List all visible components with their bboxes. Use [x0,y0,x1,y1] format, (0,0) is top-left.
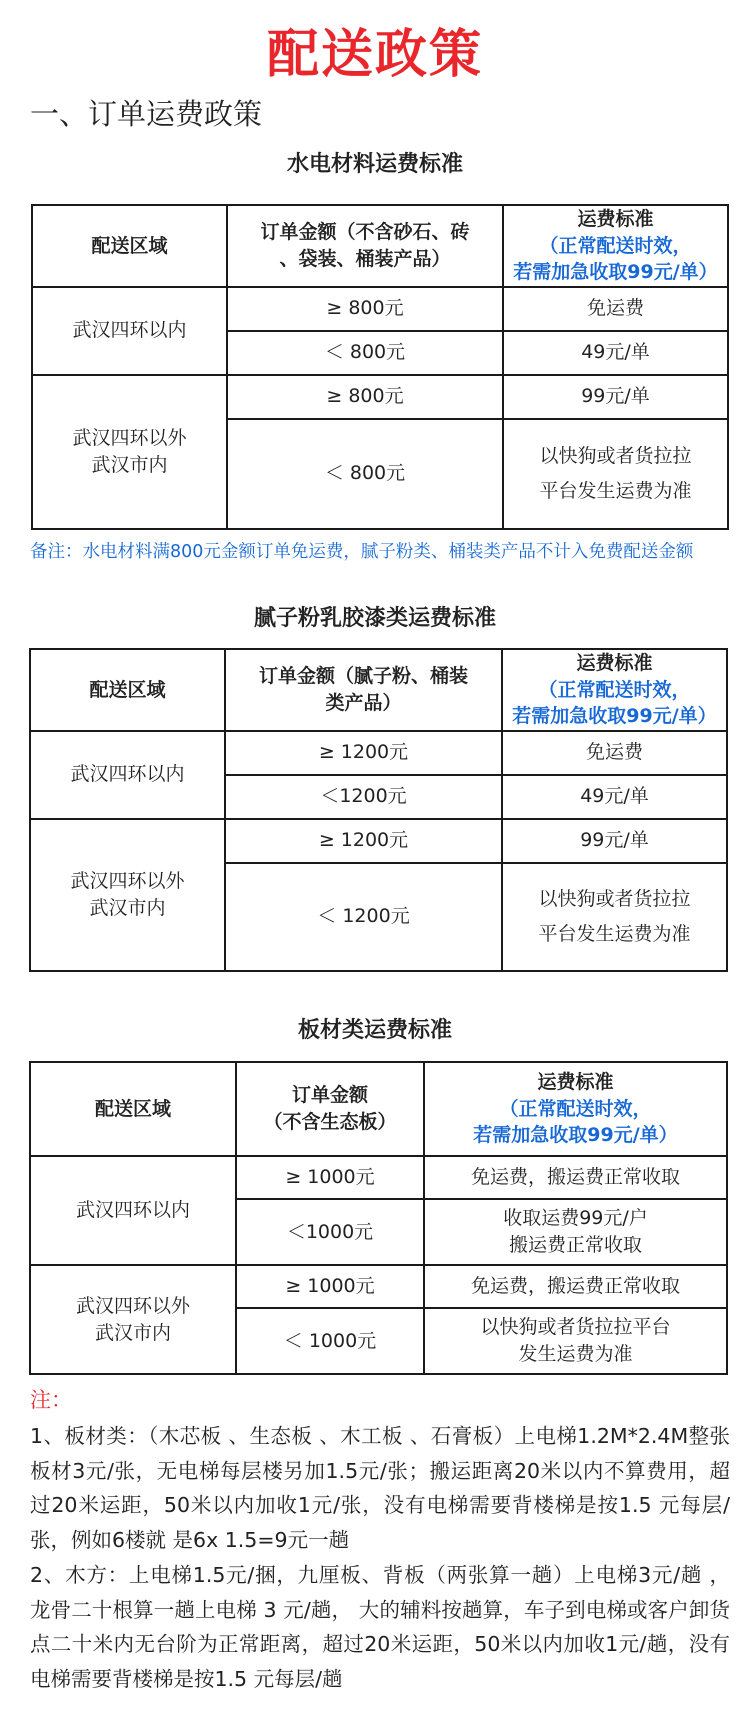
table-row [30,731,727,775]
header-fee: 运费标准 （正常配送时效， 若需加急收取99元/单） [424,1062,727,1156]
fee-cell: 收取运费99元/户 搬运费正常收取 [424,1199,727,1265]
notes-heading: 注： [30,1388,72,1412]
amount-cell: ＜1000元 [236,1199,424,1265]
header-amount: 订单金额 （不含生态板） [236,1062,424,1156]
amount-cell: ≥ 1000元 [236,1265,424,1308]
area-cell: 武汉四环以外 武汉市内 [30,1265,236,1374]
table-row [32,287,728,331]
fee-cell: 以快狗或者货拉拉 平台发生运费为准 [503,419,728,529]
amount-cell: ＜ 1200元 [225,863,502,971]
fee-table-putty-paint [29,648,728,972]
header-area: 配送区域 [32,205,227,287]
note-paragraph-1: 1、板材类：（木芯板 、生态板 、木工板 、石膏板）上电梯1.2M*2.4M整张板材3元/张，无电梯每层楼另加1.5元/张；搬运距离20米以内不算费用，超过20米运距，50米以内加收1元/张，没有电梯需要背楼梯是按1.5 元每层/张，例如6楼就 是6x 1.5=9元一趟 [30,1424,730,1552]
fee-cell: 49元/单 [502,775,727,819]
header-amount: 订单金额（腻子粉、桶装 类产品） [225,649,502,731]
fee-cell: 99元/单 [503,375,728,419]
fee-cell: 免运费，搬运费正常收取 [424,1265,727,1308]
area-cell: 武汉四环以内 [30,731,225,819]
fee-cell: 99元/单 [502,819,727,863]
fee-table-water-electric [31,204,729,530]
fee-cell: 免运费 [502,731,727,775]
amount-cell: ＜ 800元 [227,419,503,529]
table-caption-board: 板材类运费标准 [297,1018,452,1043]
area-cell: 武汉四环以内 [32,287,227,375]
note-paragraph-2: 2、木方：上电梯1.5元/捆，九厘板、背板（两张算一趟）上电梯3元/趟 ， 龙骨二十根算一趟上电梯 3 元/趟， 大的辅料按趟算，车子到电梯或客户卸货点二十米内无台阶为正常距离，超过20米运距，50米以内加收1元/趟，没有电梯需要背楼梯是按1.5 元每层/趟 [30,1563,730,1691]
table-row [30,1265,727,1308]
table-header-row [30,1062,727,1156]
header-fee: 运费标准 （正常配送时效， 若需加急收取99元/单） [502,649,727,731]
amount-cell: ＜ 1000元 [236,1308,424,1374]
amount-cell: ＜1200元 [225,775,502,819]
fee-cell: 免运费 [503,287,728,331]
amount-cell: ≥ 1200元 [225,819,502,863]
area-cell: 武汉四环以外 武汉市内 [30,819,225,971]
remark-text: 备注：水电材料满800元金额订单免运费，腻子粉类、桶装类产品不计入免费配送金额 [30,542,694,562]
table-row [30,819,727,863]
area-cell: 武汉四环以外 武汉市内 [32,375,227,529]
header-area: 配送区域 [30,1062,236,1156]
amount-cell: ≥ 800元 [227,375,503,419]
fee-cell: 49元/单 [503,331,728,375]
amount-cell: ≥ 1200元 [225,731,502,775]
page-title: 配送政策 [266,25,483,85]
table-caption-water-electric: 水电材料运费标准 [286,152,463,177]
amount-cell: ≥ 800元 [227,287,503,331]
fee-table-board [29,1061,728,1375]
fee-cell: 以快狗或者货拉拉 平台发生运费为准 [502,863,727,971]
fee-cell: 免运费，搬运费正常收取 [424,1156,727,1199]
amount-cell: ≥ 1000元 [236,1156,424,1199]
amount-cell: ＜ 800元 [227,331,503,375]
header-amount: 订单金额（不含砂石、砖 、袋装、桶装产品） [227,205,503,287]
table-header-row [32,205,728,287]
area-cell: 武汉四环以内 [30,1156,236,1265]
table-row [30,1156,727,1199]
table-row [32,375,728,419]
table-header-row [30,649,727,731]
header-area: 配送区域 [30,649,225,731]
header-fee: 运费标准 （正常配送时效， 若需加急收取99元/单） [503,205,728,287]
table-caption-putty-paint: 腻子粉乳胶漆类运费标准 [253,606,496,631]
section-title: 一、订单运费政策 [30,97,263,131]
fee-cell: 以快狗或者货拉拉平台 发生运费为准 [424,1308,727,1374]
